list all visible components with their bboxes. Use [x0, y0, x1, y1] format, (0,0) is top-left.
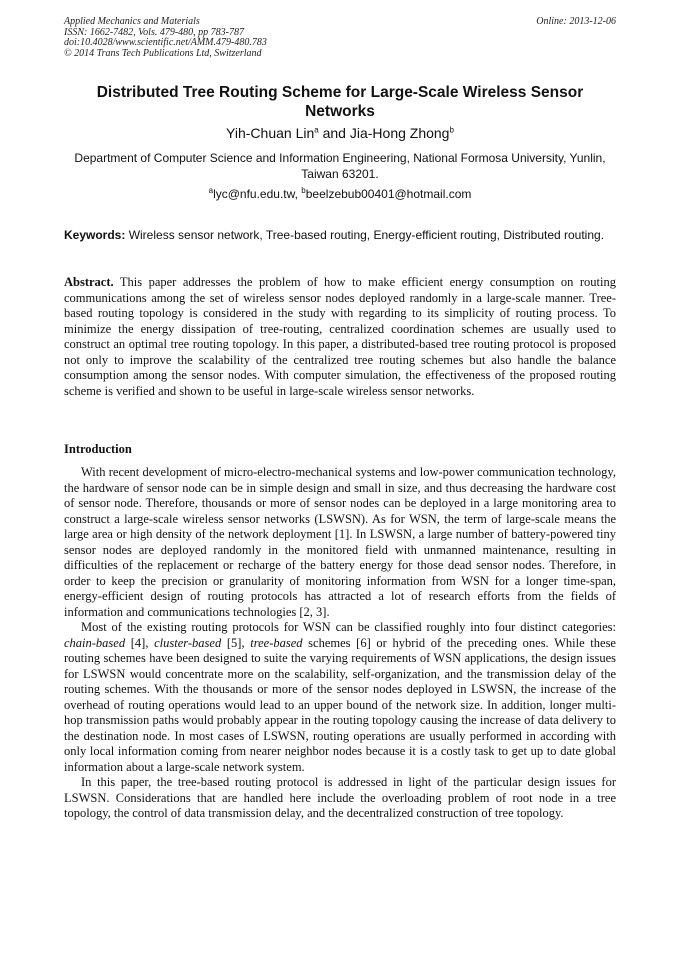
journal-name: Applied Mechanics and Materials: [64, 16, 200, 27]
abstract-label: Abstract.: [64, 275, 114, 289]
paragraph-text: Most of the existing routing protocols for WSN can be classified roughly into four distinct categories:: [81, 620, 616, 634]
abstract-section: [64, 275, 616, 399]
paragraph-text: [5],: [221, 635, 251, 650]
email-address: beelzebub00401@hotmail.com: [305, 187, 472, 201]
paragraph-text: schemes [6] or hybrid of the preceding ones. While these routing schemes have been designed to suite the varying requirements of WSN applications, the design issues for LSWSN would concentrate more on the scalability, self-organization, and the transmission delay of the routing schemes. With the thousands or more of the sensor nodes deployed in LSWSN, the increase of the overhead of routing operations would lead to an upper bound of the network size. In addition, longer multi-hop transmission paths would probably appear in the routing topology causing the increase of data delivery to the destination node. In most cases of LSWSN, routing operations are usually performed in according with only local information coming from nearer neighbor nodes because it is a costly task to get up to date global information about a large-scale network system.: [64, 635, 616, 774]
author-name: Jia-Hong Zhong: [349, 125, 450, 141]
publication-header: [64, 17, 616, 59]
paper-title: Distributed Tree Routing Scheme for Large-Scale Wireless Sensor Networks: [96, 84, 584, 120]
keywords-section: [64, 228, 616, 244]
paragraph-text: [4],: [125, 635, 155, 650]
section-heading-introduction: Introduction: [64, 442, 132, 456]
affiliation: Department of Computer Science and Information Engineering, National Formosa University, Yunlin, Taiwan 63201.: [74, 151, 606, 181]
emphasis-term: chain-based: [64, 635, 126, 650]
issn-line: ISSN: 1662-7482, Vols. 479-480, pp 783-787: [64, 26, 244, 38]
abstract-text: This paper addresses the problem of how to make efficient energy consumption on routing communications among the set of wireless sensor nodes deployed randomly in a large-scale manner. Tree-based routing topology is considered in the study with regarding to its simplicity of routing process. To minimize the energy dissipation of tree-routing, centralized coordination schemes are usually used to construct an optimal tree routing topology. In this paper, a distributed-based tree routing protocol is proposed not only to improve the scalability of the centralized tree routing schemes but also handle the balance consumption among the sensor nodes. With computer simulation, the effectiveness of the proposed routing scheme is verified and shown to be useful in large-scale wireless sensor networks.: [64, 275, 616, 398]
author-list: [64, 124, 616, 142]
emphasis-term: cluster-based: [154, 635, 222, 650]
keywords-label: Keywords:: [64, 228, 126, 242]
email-mark: b: [301, 186, 306, 195]
online-date: Online: 2013-12-06: [536, 16, 616, 27]
author-name: Yih-Chuan Lin: [226, 125, 315, 141]
doi-line: doi:10.4028/www.scientific.net/AMM.479-480.783: [64, 37, 267, 48]
emphasis-term: tree-based: [250, 635, 303, 650]
author-connector: and: [318, 125, 350, 141]
email-mark: a: [208, 186, 214, 195]
paragraph: With recent development of micro-electro-mechanical systems and low-power communication technology, the hardware of sensor node can be in simple design and small in size, and thus decreasing the hardware cost of sensor node. Therefore, thousands or more of sensor nodes can be deployed in a large monitoring area to construct a large-scale wireless sensor networks (LSWSN). As for WSN, the term of large-scale means the large area or high density of the network deployment [1]. In LSWSN, a large number of battery-powered tiny sensor nodes are deployed randomly in the monitored field with unmanned maintenance, resulting in difficulties of the replacement or recharge of the battery energy for those dead sensor nodes. Therefore, in order to keep the precision or granularity of monitoring information from WSN for a longer time-span, energy-efficient design of routing protocols has attracted a lot of research efforts from the fields of information and communications technologies [2, 3].: [64, 465, 616, 619]
email-address: lyc@nfu.edu.tw,: [213, 187, 302, 201]
author-affil-mark: a: [314, 125, 319, 135]
author-emails: [64, 186, 616, 202]
paragraph: [64, 620, 616, 775]
paragraph: In this paper, the tree-based routing protocol is addressed in light of the particular design issues for LSWSN. Considerations that are handled here include the overloading problem of root node in a tree topology, the control of data transmission delay, and the decentralized construction of tree topology.: [64, 775, 616, 820]
copyright-line: © 2014 Trans Tech Publications Ltd, Switzerland: [64, 47, 262, 59]
author-affil-mark: b: [449, 125, 454, 135]
introduction-body: [64, 465, 616, 822]
keywords-text: Wireless sensor network, Tree-based routing, Energy-efficient routing, Distributed routing.: [125, 228, 605, 242]
